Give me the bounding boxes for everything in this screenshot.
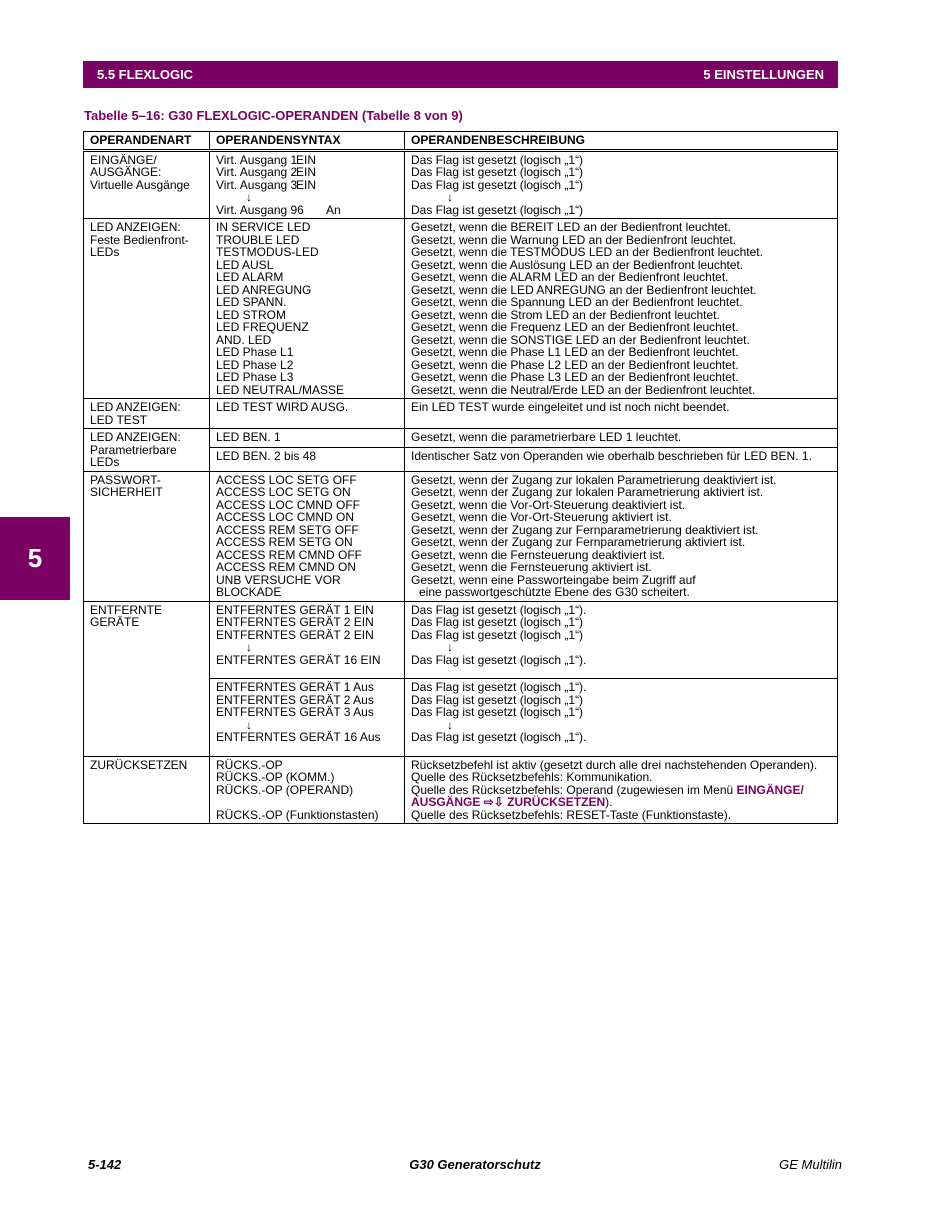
operand-syntax-cell: [210, 679, 405, 757]
syntax-line: ENTFERNTES GERÄT 2 Aus: [216, 692, 374, 707]
syntax-line: AND. LED: [216, 332, 272, 347]
desc-line: Das Flag ist gesetzt (logisch „1“).: [411, 680, 587, 694]
desc-line: Das Flag ist gesetzt (logisch „1“).: [411, 652, 587, 667]
desc-line: Gesetzt, wenn der Zugang zur lokalen Parametrierung deaktiviert ist.: [411, 472, 777, 487]
syntax-name: Virt. Ausgang 96: [216, 202, 304, 217]
table-row: [84, 471, 838, 601]
syntax-line: LED NEUTRAL/MASSE: [216, 382, 345, 397]
operands-table: [83, 131, 838, 824]
type-line: LED TEST: [90, 412, 148, 427]
desc-line: Gesetzt, wenn die Auslösung LED an der Bedienfront leuchtet.: [411, 257, 744, 272]
desc-line: Gesetzt, wenn die Neutral/Erde LED an der Bedienfront leuchtet.: [411, 382, 756, 397]
desc-line: Gesetzt, wenn die LED ANREGUNG an der Bedienfront leuchtet.: [411, 282, 757, 297]
desc-text: ).: [605, 795, 613, 809]
desc-line: Gesetzt, wenn die BEREIT LED an der Bedienfront leuchtet.: [411, 220, 731, 234]
type-line: GERÄTE: [90, 615, 140, 629]
page-number: 5-142: [88, 1157, 122, 1172]
desc-line: Gesetzt, wenn der Zugang zur Fernparametrierung deaktiviert ist.: [411, 522, 759, 537]
document-title: G30 Generatorschutz: [409, 1157, 541, 1172]
chapter-tab: 5: [0, 517, 70, 600]
syntax-name: Virt. Ausgang 1: [216, 152, 298, 167]
syntax-state: EIN: [296, 152, 317, 167]
syntax-line: LED TEST WIRD AUSG.: [216, 400, 349, 414]
syntax-line: ENTFERNTES GERÄT 2 EIN: [216, 627, 374, 642]
desc-line: Das Flag ist gesetzt (logisch „1“): [411, 615, 584, 629]
operand-syntax-cell: [210, 429, 405, 448]
desc-line: Gesetzt, wenn die Fernsteuerung aktiviert ist.: [411, 560, 652, 574]
desc-line: Gesetzt, wenn die Vor-Ort-Steuerung deaktiviert ist.: [411, 497, 686, 512]
desc-line: Gesetzt, wenn die Warnung LED an der Bedienfront leuchtet.: [411, 232, 737, 247]
operand-type-cell: [84, 471, 210, 601]
syntax-line: RÜCKS.-OP (Funktionstasten): [216, 807, 379, 822]
syntax-name: Virt. Ausgang 3: [216, 177, 298, 192]
operand-syntax-cell: [210, 219, 405, 399]
desc-line: Gesetzt, wenn die Phase L3 LED an der Bedienfront leuchtet.: [411, 370, 739, 384]
syntax-line: LED Phase L2: [216, 357, 294, 372]
type-line: AUSGÄNGE:: [90, 165, 162, 179]
syntax-line: ACCESS REM SETG OFF: [216, 522, 359, 537]
syntax-line: LED ANREGUNG: [216, 282, 312, 297]
operand-desc-cell: [405, 150, 838, 219]
down-arrow-icon: ↓: [246, 717, 252, 732]
desc-line: Das Flag ist gesetzt (logisch „1“): [411, 202, 584, 217]
syntax-line: TESTMODUS-LED: [216, 245, 319, 259]
type-line: SICHERHEIT: [90, 485, 163, 499]
down-arrow-icon: ↓: [447, 640, 453, 654]
section-header: [83, 61, 838, 88]
syntax-line: LED STROM: [216, 307, 287, 322]
syntax-line: ENTFERNTES GERÄT 16 EIN: [216, 652, 381, 667]
type-line: ZURÜCKSETZEN: [90, 757, 188, 772]
operand-type-cell: [84, 150, 210, 219]
down-arrow-icon: ↓: [246, 640, 252, 654]
table-row: [84, 399, 838, 429]
menu-path-highlight: EINGÄNGE/: [736, 782, 804, 797]
syntax-line: ACCESS REM CMND OFF: [216, 547, 363, 562]
operand-desc-cell: [405, 448, 838, 471]
syntax-line: ENTFERNTES GERÄT 1 Aus: [216, 680, 374, 694]
syntax-state: An: [326, 202, 341, 217]
operand-desc-cell: [405, 679, 838, 757]
table-row: [84, 601, 838, 679]
operand-syntax-cell: [210, 399, 405, 429]
column-header: OPERANDENSYNTAX: [210, 132, 405, 151]
section-header-left: 5.5 FLEXLOGIC: [97, 67, 194, 82]
syntax-line: BLOCKADE: [216, 585, 282, 599]
desc-line: Das Flag ist gesetzt (logisch „1“): [411, 627, 584, 642]
syntax-line: ACCESS LOC CMND OFF: [216, 497, 361, 512]
syntax-line: LED SPANN.: [216, 295, 287, 309]
table-title: Tabelle 5–16: G30 FLEXLOGIC-OPERANDEN (Tabelle 8 von 9): [84, 108, 463, 123]
desc-line: Gesetzt, wenn der Zugang zur lokalen Parametrierung aktiviert ist.: [411, 485, 764, 499]
syntax-line: LED AUSL: [216, 257, 274, 272]
syntax-line: TROUBLE LED: [216, 232, 300, 247]
syntax-line: ENTFERNTES GERÄT 2 EIN: [216, 615, 374, 629]
operand-type-cell: [84, 219, 210, 399]
type-line: Feste Bedienfront-: [90, 232, 189, 247]
operand-syntax-cell: [210, 756, 405, 824]
desc-line: Das Flag ist gesetzt (logisch „1“).: [411, 730, 587, 744]
desc-line: Gesetzt, wenn der Zugang zur Fernparametrierung aktiviert ist.: [411, 535, 746, 549]
syntax-line: ACCESS REM SETG ON: [216, 535, 353, 549]
desc-line: Das Flag ist gesetzt (logisch „1“): [411, 692, 584, 707]
desc-line: Gesetzt, wenn die Phase L2 LED an der Bedienfront leuchtet.: [411, 357, 739, 372]
type-line: LEDs: [90, 245, 120, 259]
desc-line: Gesetzt, wenn die parametrierbare LED 1 leuchtet.: [411, 430, 682, 444]
operand-type-cell: [84, 399, 210, 429]
operand-desc-cell: [405, 756, 838, 824]
type-line: LED ANZEIGEN:: [90, 430, 181, 444]
syntax-line: LED BEN. 2 bis 48: [216, 449, 317, 464]
table-row: [84, 150, 838, 219]
table-row: [84, 756, 838, 824]
down-arrow-icon: ↓: [447, 190, 453, 204]
column-header: OPERANDENART: [84, 132, 210, 151]
desc-line: Gesetzt, wenn die SONSTIGE LED an der Bedienfront leuchtet.: [411, 332, 750, 347]
desc-line: Identischer Satz von Operanden wie oberhalb beschrieben für LED BEN. 1.: [411, 449, 812, 464]
syntax-line: ACCESS LOC SETG ON: [216, 485, 351, 499]
syntax-line: RÜCKS.-OP: [216, 757, 283, 772]
syntax-state: EIN: [296, 177, 317, 192]
type-line: Parametrierbare: [90, 442, 177, 457]
down-arrow-icon: ↓: [447, 717, 453, 732]
column-header: OPERANDENBESCHREIBUNG: [405, 132, 838, 151]
type-line: Virtuelle Ausgänge: [90, 177, 190, 192]
syntax-line: RÜCKS.-OP (KOMM.): [216, 770, 335, 784]
type-line: LED ANZEIGEN:: [90, 400, 181, 414]
desc-line: Gesetzt, wenn die Spannung LED an der Bedienfront leuchtet.: [411, 295, 743, 309]
desc-line: Quelle des Rücksetzbefehls: Kommunikation.: [411, 770, 653, 784]
syntax-line: ACCESS LOC SETG OFF: [216, 472, 357, 487]
table-row: [84, 429, 838, 448]
syntax-line: UNB VERSUCHE VOR: [216, 572, 341, 587]
desc-line: Gesetzt, wenn die Fernsteuerung deaktiviert ist.: [411, 547, 666, 562]
syntax-line: ENTFERNTES GERÄT 3 Aus: [216, 705, 374, 719]
desc-line: Gesetzt, wenn die Strom LED an der Bedienfront leuchtet.: [411, 307, 720, 322]
syntax-state: EIN: [296, 165, 317, 179]
type-line: PASSWORT-: [90, 472, 161, 487]
syntax-line: LED Phase L3: [216, 370, 294, 384]
operand-desc-cell: [405, 219, 838, 399]
desc-line: Gesetzt, wenn die TESTMODUS LED an der Bedienfront leuchtet.: [411, 245, 763, 259]
operand-syntax-cell: [210, 471, 405, 601]
desc-line: eine passwortgeschützte Ebene des G30 scheitert.: [419, 585, 690, 599]
desc-line: Das Flag ist gesetzt (logisch „1“): [411, 705, 584, 719]
operand-syntax-cell: [210, 448, 405, 471]
operand-type-cell: [84, 756, 210, 824]
syntax-line: LED FREQUENZ: [216, 320, 309, 334]
operand-type-cell: [84, 429, 210, 472]
operand-syntax-cell: [210, 601, 405, 679]
desc-line: [411, 784, 831, 809]
syntax-line: ENTFERNTES GERÄT 1 EIN: [216, 602, 374, 617]
type-line: LEDs: [90, 455, 120, 469]
syntax-line: ACCESS REM CMND ON: [216, 560, 357, 574]
type-line: LED ANZEIGEN:: [90, 220, 181, 234]
menu-path-highlight: AUSGÄNGE ⇨⇩ ZURÜCKSETZEN: [411, 795, 606, 809]
desc-line: Das Flag ist gesetzt (logisch „1“): [411, 165, 584, 179]
syntax-line: ACCESS LOC CMND ON: [216, 510, 355, 524]
syntax-line: RÜCKS.-OP (OPERAND): [216, 782, 354, 797]
desc-line: Gesetzt, wenn die Phase L1 LED an der Bedienfront leuchtet.: [411, 345, 739, 359]
desc-line: Gesetzt, wenn eine Passworteingabe beim Zugriff auf: [411, 572, 696, 587]
desc-line: Quelle des Rücksetzbefehls: RESET-Taste (Funktionstaste).: [411, 807, 732, 822]
desc-line: Gesetzt, wenn die Frequenz LED an der Bedienfront leuchtet.: [411, 320, 739, 334]
table-row: [84, 219, 838, 399]
syntax-line: LED BEN. 1: [216, 430, 281, 444]
operand-desc-cell: [405, 399, 838, 429]
operand-desc-cell: [405, 429, 838, 448]
type-line: EINGÄNGE/: [90, 152, 157, 167]
desc-line: Gesetzt, wenn die Vor-Ort-Steuerung aktiviert ist.: [411, 510, 672, 524]
operand-syntax-cell: [210, 150, 405, 219]
desc-line: Das Flag ist gesetzt (logisch „1“).: [411, 602, 587, 617]
publisher: GE Multilin: [779, 1157, 842, 1172]
desc-text: Quelle des Rücksetzbefehls: Operand (zugewiesen im Menü: [411, 782, 737, 797]
syntax-line: LED ALARM: [216, 270, 284, 284]
syntax-line: ENTFERNTES GERÄT 16 Aus: [216, 730, 381, 744]
desc-line: Gesetzt, wenn die ALARM LED an der Bedienfront leuchtet.: [411, 270, 729, 284]
type-line: ENTFERNTE: [90, 602, 162, 617]
syntax-name: Virt. Ausgang 2: [216, 165, 298, 179]
desc-line: Ein LED TEST wurde eingeleitet und ist noch nicht beendet.: [411, 400, 730, 414]
down-arrow-icon: ↓: [246, 190, 252, 204]
desc-line: Rücksetzbefehl ist aktiv (gesetzt durch alle drei nachstehenden Operanden).: [411, 757, 818, 772]
desc-line: Das Flag ist gesetzt (logisch „1“): [411, 152, 584, 167]
operand-desc-cell: [405, 601, 838, 679]
operand-desc-cell: [405, 471, 838, 601]
syntax-line: IN SERVICE LED: [216, 220, 311, 234]
desc-line: Das Flag ist gesetzt (logisch „1“): [411, 177, 584, 192]
operand-type-cell: [84, 601, 210, 756]
table-header-row: [84, 132, 838, 151]
syntax-line: LED Phase L1: [216, 345, 294, 359]
section-header-right: 5 EINSTELLUNGEN: [703, 67, 824, 82]
